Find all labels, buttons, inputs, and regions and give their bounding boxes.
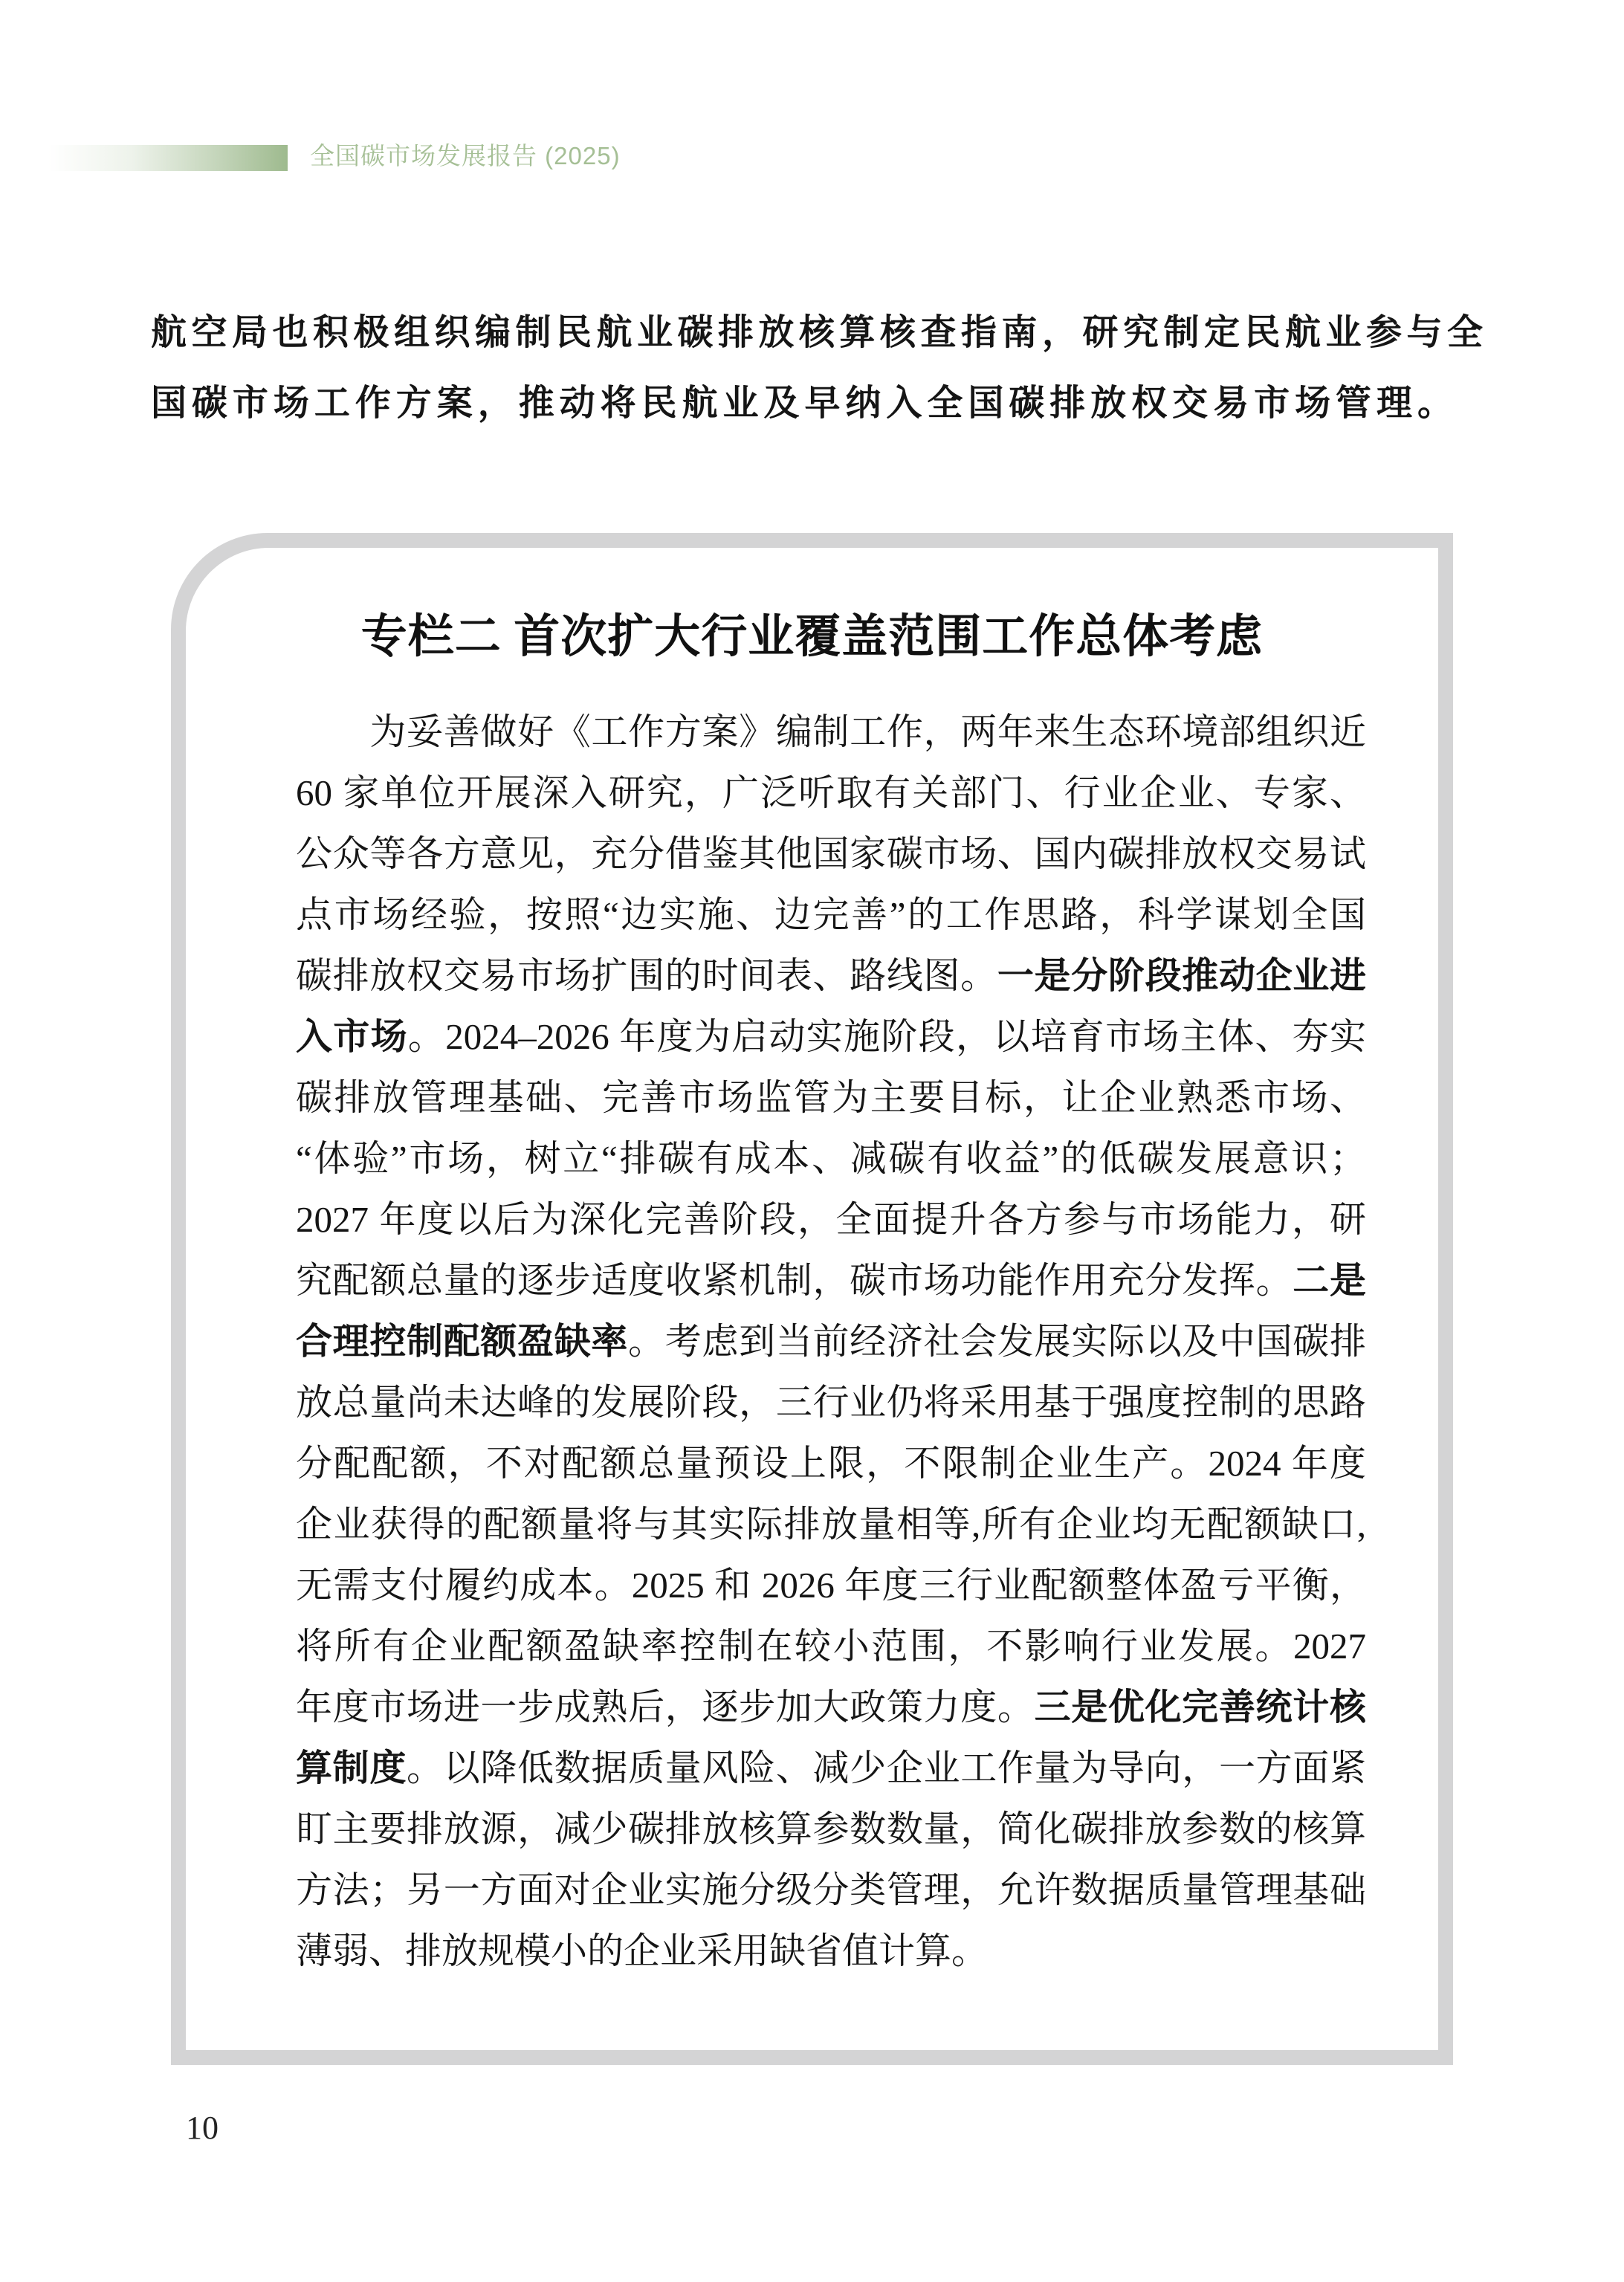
box-body-line (296, 1494, 1366, 1555)
box-body-line (296, 1311, 1366, 1372)
text-segment: 企业获得的配额量将与其实际排放量相等,所有企业均无配额缺口, (296, 1504, 1366, 1545)
text-segment: 为妥善做好《工作方案》编制工作，两年来生态环境部组织近 (296, 711, 1366, 752)
body-paragraph (151, 297, 1483, 439)
bold-text-segment: 合理控制配额盈缺率 (296, 1321, 629, 1362)
box-body-line (296, 1860, 1366, 1921)
bold-text-segment: 三是优化完善统计核 (1034, 1687, 1366, 1727)
callout-box-title: 专栏二 首次扩大行业覆盖范围工作总体考虑 (360, 612, 1264, 662)
box-body-line (296, 1250, 1366, 1311)
text-segment: 60 家单位开展深入研究，广泛听取有关部门、行业企业、专家、 (296, 772, 1366, 813)
text-segment: 薄弱、排放规模小的企业采用缺省值计算。 (296, 1930, 989, 1971)
text-segment: 年度市场进一步成熟后，逐步加大政策力度。 (296, 1687, 1035, 1727)
bold-text-segment: 入市场 (296, 1016, 408, 1057)
bold-text-segment: 二是 (1293, 1260, 1366, 1301)
box-body-line (296, 1555, 1366, 1616)
text-segment: 碳排放权交易市场扩围的时间表、路线图。 (296, 955, 997, 996)
text-segment: 无需支付履约成本。2025 和 2026 年度三行业配额整体盈亏平衡， (296, 1565, 1366, 1606)
box-body-line (296, 1921, 1366, 1982)
box-body-line (296, 1677, 1366, 1738)
text-segment: 方法；另一方面对企业实施分级分类管理，允许数据质量管理基础 (296, 1869, 1366, 1910)
box-body-line (296, 763, 1366, 824)
text-segment: 究配额总量的逐步适度收紧机制，碳市场功能作用充分发挥。 (296, 1260, 1293, 1301)
text-segment: 公众等各方意见，充分借鉴其他国家碳市场、国内碳排放权交易试 (296, 833, 1366, 874)
text-segment: 。考虑到当前经济社会发展实际以及中国碳排 (628, 1321, 1366, 1362)
bold-text-segment: 算制度 (296, 1748, 407, 1788)
box-body-line (296, 946, 1366, 1006)
box-body-line (296, 824, 1366, 885)
text-segment: 。2024–2026 年度为启动实施阶段，以培育市场主体、夯实 (407, 1016, 1366, 1057)
bold-text-segment: 一是分阶段推动企业进 (997, 955, 1366, 996)
text-segment: 碳排放管理基础、完善市场监管为主要目标，让企业熟悉市场、 (296, 1077, 1366, 1118)
box-body-line (296, 1738, 1366, 1799)
callout-box (171, 533, 1453, 2065)
box-body-line (296, 1067, 1366, 1128)
text-segment: “体验”市场，树立“排碳有成本、减碳有收益”的低碳发展意识； (296, 1138, 1366, 1179)
text-segment: 分配配额，不对配额总量预设上限，不限制企业生产。2024 年度 (296, 1443, 1366, 1484)
box-body-line (296, 885, 1366, 946)
box-body-line (296, 702, 1366, 763)
paragraph-line: 航空局也积极组织编制民航业碳排放核算核查指南，研究制定民航业参与全 (151, 313, 1483, 352)
box-body-line (296, 1433, 1366, 1494)
text-segment: 将所有企业配额盈缺率控制在较小范围，不影响行业发展。2027 (296, 1626, 1366, 1667)
box-body-line (296, 1006, 1366, 1067)
page-number: 10 (186, 2110, 219, 2146)
box-body-line (296, 1189, 1366, 1250)
text-segment: 2027 年度以后为深化完善阶段，全面提升各方参与市场能力，研 (296, 1199, 1366, 1240)
box-body-line (296, 1372, 1366, 1433)
text-segment: 盯主要排放源，减少碳排放核算参数数量，简化碳排放参数的核算 (296, 1809, 1366, 1849)
report-header-title: 全国碳市场发展报告 (2025) (310, 142, 621, 169)
box-body-line (296, 1616, 1366, 1677)
callout-box-inner (186, 548, 1438, 2050)
box-body-line (296, 1128, 1366, 1189)
paragraph-line: 国碳市场工作方案，推动将民航业及早纳入全国碳排放权交易市场管理。 (151, 384, 1453, 423)
text-segment: 放总量尚未达峰的发展阶段，三行业仍将采用基于强度控制的思路 (296, 1382, 1366, 1423)
box-body-line (296, 1799, 1366, 1860)
header-gradient-bar (48, 145, 288, 171)
text-segment: 点市场经验，按照“边实施、边完善”的工作思路，科学谋划全国 (296, 894, 1366, 935)
text-segment: 。以降低数据质量风险、减少企业工作量为导向，一方面紧 (407, 1748, 1366, 1788)
box-body (296, 702, 1366, 1982)
